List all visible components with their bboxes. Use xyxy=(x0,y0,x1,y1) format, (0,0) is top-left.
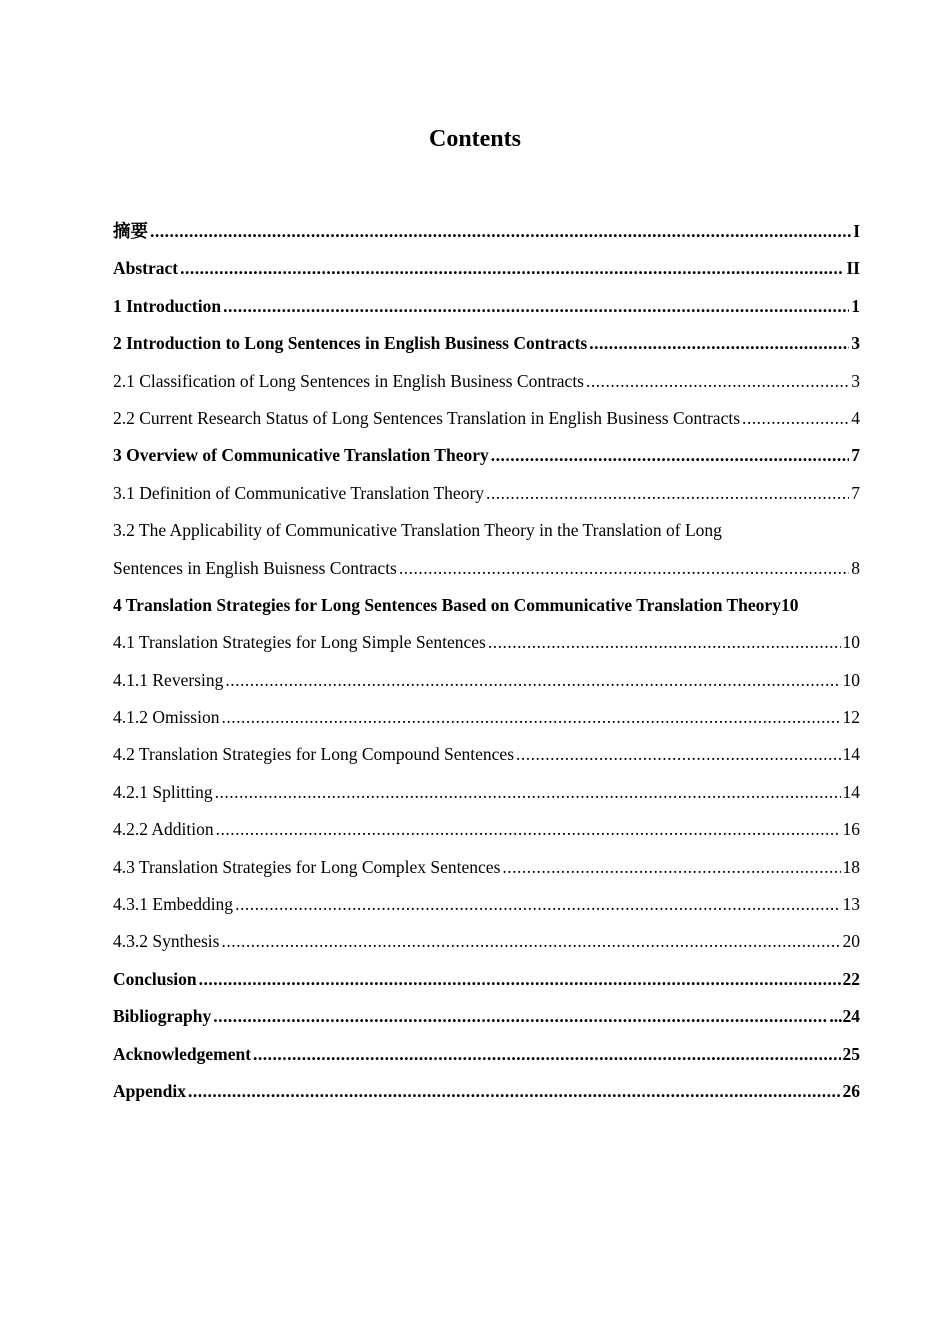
toc-entry-page: 10 xyxy=(842,632,860,653)
toc-entry-page: 22 xyxy=(842,968,860,989)
toc-entry-label: 2.2 Current Research Status of Long Sentences Translation in English Business Contracts xyxy=(113,407,741,428)
toc-entry-label: 摘要 xyxy=(113,221,148,241)
toc-entry[interactable] xyxy=(113,475,860,512)
toc-leader-dots xyxy=(586,363,849,400)
toc-leader-dots xyxy=(150,213,851,250)
toc-entry-label: Appendix xyxy=(113,1080,186,1101)
toc-entry-label: 4.1.2 Omission xyxy=(113,707,220,728)
toc-entry-label: 4.3.2 Synthesis xyxy=(113,931,220,952)
toc-entry[interactable] xyxy=(113,288,860,325)
toc-entry-page: 12 xyxy=(842,707,860,728)
toc-entry[interactable] xyxy=(113,923,860,960)
toc-entry[interactable] xyxy=(113,624,860,661)
table-of-contents xyxy=(113,213,860,1110)
toc-entry[interactable] xyxy=(113,699,860,736)
toc-entry[interactable] xyxy=(113,998,860,1035)
toc-entry[interactable] xyxy=(113,325,860,362)
toc-entry-page: 13 xyxy=(842,894,860,915)
toc-entry[interactable] xyxy=(113,811,860,848)
toc-entry-label: 3.1 Definition of Communicative Translation Theory xyxy=(113,482,485,503)
toc-entry-page: II xyxy=(846,258,860,279)
toc-entry-label: 4.2 Translation Strategies for Long Compound Sentences xyxy=(113,744,515,765)
toc-entry[interactable] xyxy=(113,1036,860,1073)
page-title: Contents xyxy=(428,126,521,152)
toc-entry-page: 4 xyxy=(851,407,860,428)
toc-leader-dots xyxy=(399,550,849,587)
toc-entry[interactable] xyxy=(113,213,860,250)
toc-entry-label: 4.2.1 Splitting xyxy=(113,781,213,802)
toc-leader-dots xyxy=(213,998,827,1035)
toc-entry[interactable] xyxy=(113,250,860,287)
toc-entry-label: 4.1 Translation Strategies for Long Simple Sentences xyxy=(113,632,486,653)
toc-entry-page: 10 xyxy=(842,669,860,690)
toc-entry-page: 25 xyxy=(842,1043,860,1064)
toc-entry-label: 2 Introduction to Long Sentences in English Business Contracts xyxy=(113,333,588,354)
toc-entry[interactable] xyxy=(113,961,860,998)
toc-leader-dots xyxy=(221,923,840,960)
toc-leader-dots xyxy=(253,1036,840,1073)
toc-entry-label: 2.1 Classification of Long Sentences in English Business Contracts xyxy=(113,370,584,391)
toc-entry-label: 3.2 The Applicability of Communicative Translation Theory in the Translation of Long xyxy=(113,520,722,541)
toc-entry-label: Sentences in English Buisness Contracts xyxy=(113,557,397,578)
toc-leader-dots xyxy=(223,288,849,325)
toc-entry-page: 26 xyxy=(842,1080,860,1101)
toc-leader-dots xyxy=(491,437,850,474)
toc-leader-dots xyxy=(199,961,841,998)
toc-entry-page: 14 xyxy=(842,781,860,802)
toc-entry-page: 8 xyxy=(851,557,860,578)
toc-entry-page: 1 xyxy=(851,295,860,316)
toc-entry-label: 4.3.1 Embedding xyxy=(113,894,234,915)
toc-entry-label: Bibliography xyxy=(113,1006,212,1027)
toc-entry-page: 10 xyxy=(780,594,799,615)
toc-leader-dots xyxy=(215,774,841,811)
toc-entry[interactable] xyxy=(113,400,860,437)
toc-entry[interactable] xyxy=(113,512,860,549)
toc-leader-dots xyxy=(221,699,840,736)
toc-entry-page: 3 xyxy=(851,333,860,354)
toc-leader-dots xyxy=(225,662,840,699)
toc-leader-dots xyxy=(486,475,849,512)
toc-entry-label: Abstract xyxy=(113,258,179,279)
toc-entry-page: 14 xyxy=(842,744,860,765)
toc-entry-page: 20 xyxy=(842,931,860,952)
toc-entry-label: 4.3 Translation Strategies for Long Complex Sentences xyxy=(113,856,501,877)
toc-entry-label: Acknowledgement xyxy=(113,1043,252,1064)
toc-entry-page: 18 xyxy=(842,856,860,877)
toc-entry[interactable] xyxy=(113,437,860,474)
toc-leader-dots xyxy=(180,250,844,287)
toc-entry-label: 3 Overview of Communicative Translation Theory xyxy=(113,445,489,466)
toc-entry-label: 4 Translation Strategies for Long Sentences Based on Communicative Translation Theory xyxy=(113,594,781,615)
toc-entry-label: Conclusion xyxy=(113,968,197,989)
toc-entry-page: 7 xyxy=(851,482,860,503)
toc-leader-dots xyxy=(235,886,840,923)
toc-entry[interactable] xyxy=(113,886,860,923)
toc-entry-page: ...24 xyxy=(829,1006,860,1027)
toc-leader-dots xyxy=(216,811,841,848)
toc-entry[interactable] xyxy=(113,587,860,624)
toc-entry-label: 4.2.2 Addition xyxy=(113,819,214,840)
toc-leader-dots xyxy=(502,849,840,886)
toc-entry-page: 7 xyxy=(851,445,860,466)
toc-entry-label: 4.1.1 Reversing xyxy=(113,669,224,690)
toc-entry-label: 1 Introduction xyxy=(113,295,222,316)
toc-entry-page: I xyxy=(853,221,860,241)
toc-leader-dots xyxy=(488,624,841,661)
toc-entry[interactable] xyxy=(113,363,860,400)
toc-leader-dots xyxy=(589,325,849,362)
toc-entry-page: 16 xyxy=(842,819,860,840)
toc-entry[interactable] xyxy=(113,662,860,699)
toc-entry[interactable] xyxy=(113,550,860,587)
toc-leader-dots xyxy=(188,1073,841,1110)
toc-leader-dots xyxy=(516,736,840,773)
toc-leader-dots xyxy=(742,400,849,437)
toc-entry[interactable] xyxy=(113,774,860,811)
toc-entry-page: 3 xyxy=(851,370,860,391)
toc-entry[interactable] xyxy=(113,736,860,773)
toc-entry[interactable] xyxy=(113,1073,860,1110)
toc-entry[interactable] xyxy=(113,849,860,886)
